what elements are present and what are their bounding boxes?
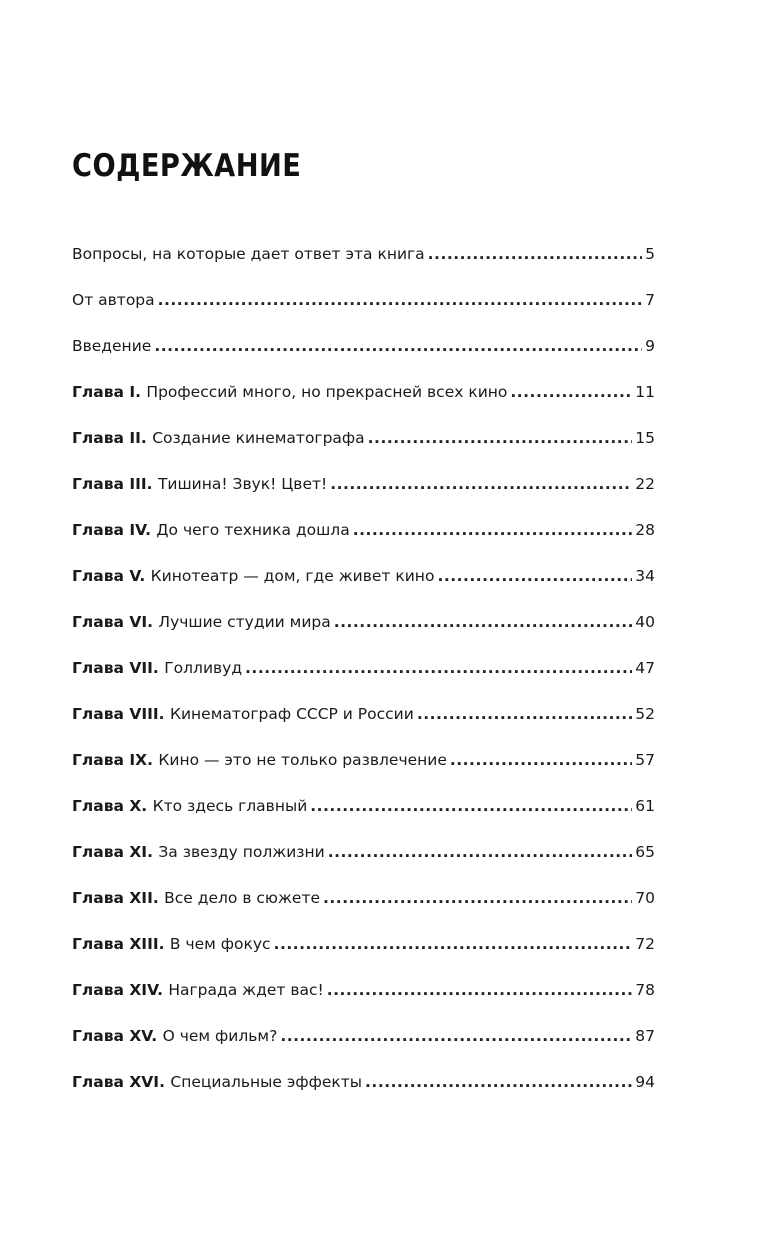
dot-leader [154,331,642,361]
toc-entry-text [72,791,307,821]
toc-entry[interactable] [72,285,655,331]
toc-entry-text [72,331,151,361]
dot-leader [310,791,632,821]
chapter-title: Награда ждет вас! [168,981,324,999]
chapter-title: За звезду полжизни [158,843,325,861]
page-number: 94 [635,1073,655,1091]
page-number: 47 [635,659,655,677]
toc-entry[interactable] [72,699,655,745]
chapter-title: Кинематограф СССР и России [169,705,414,723]
page-number: 52 [635,705,655,723]
toc-entry[interactable] [72,1021,655,1067]
toc-entry[interactable] [72,331,655,377]
toc-entry-text [72,423,365,453]
toc-entry-text [72,883,320,913]
chapter-title: Голливуд [164,659,243,677]
dot-leader [437,561,632,591]
dot-leader [158,285,642,315]
page-number: 22 [635,475,655,493]
dot-leader [417,699,632,729]
chapter-label: Глава XI. [72,843,153,861]
toc-entry[interactable] [72,561,655,607]
chapter-label: Глава XII. [72,889,159,907]
toc-entry[interactable] [72,975,655,1021]
table-of-contents [72,239,655,1113]
chapter-label: Глава XIII. [72,935,165,953]
toc-entry[interactable] [72,607,655,653]
page-number: 40 [635,613,655,631]
page-number: 11 [635,383,655,401]
chapter-title: От автора [72,291,155,309]
chapter-title: До чего техника дошла [156,521,350,539]
chapter-title: Кино — это не только развлечение [158,751,447,769]
chapter-label: Глава I. [72,383,142,401]
page-number: 61 [635,797,655,815]
chapter-label: Глава VI. [72,613,154,631]
chapter-title: Все дело в сюжете [164,889,321,907]
page-number: 65 [635,843,655,861]
chapter-title: Специальные эффекты [170,1073,363,1091]
toc-entry[interactable] [72,469,655,515]
page-number: 87 [635,1027,655,1045]
toc-entry-text [72,653,242,683]
toc-entry-text [72,515,350,545]
dot-leader [328,837,633,867]
toc-entry-text [72,285,155,315]
chapter-label: Глава VII. [72,659,159,677]
toc-entry[interactable] [72,1067,655,1113]
dot-leader [323,883,632,913]
page-number: 57 [635,751,655,769]
chapter-label: Глава XV. [72,1027,158,1045]
chapter-label: Глава III. [72,475,153,493]
page-number: 5 [645,245,655,263]
dot-leader [327,975,633,1005]
chapter-label: Глава II. [72,429,147,447]
toc-entry-text [72,1067,362,1097]
page-number: 70 [635,889,655,907]
toc-entry[interactable] [72,239,655,285]
chapter-title: Тишина! Звук! Цвет! [157,475,328,493]
chapter-title: Профессий много, но прекрасней всех кино [146,383,508,401]
dot-leader [365,1067,632,1097]
toc-entry-text [72,699,414,729]
chapter-label: Глава V. [72,567,146,585]
chapter-title: Кинотеатр — дом, где живет кино [150,567,435,585]
chapter-title: О чем фильм? [162,1027,278,1045]
chapter-title: Создание кинематографа [152,429,365,447]
chapter-label: Глава IX. [72,751,153,769]
page-number: 7 [645,291,655,309]
toc-entry-text [72,1021,277,1051]
toc-entry[interactable] [72,745,655,791]
toc-entry-text [72,837,325,867]
toc-entry[interactable] [72,791,655,837]
page-number: 9 [645,337,655,355]
toc-entry[interactable] [72,423,655,469]
toc-entry-text [72,377,507,407]
page-number: 28 [635,521,655,539]
chapter-title: Введение [72,337,152,355]
dot-leader [368,423,633,453]
toc-entry-text [72,469,327,499]
toc-entry[interactable] [72,653,655,699]
page-number: 15 [635,429,655,447]
chapter-label: Глава VIII. [72,705,165,723]
page-number: 72 [635,935,655,953]
dot-leader [353,515,633,545]
toc-entry-text [72,607,331,637]
chapter-label: Глава IV. [72,521,152,539]
dot-leader [280,1021,632,1051]
toc-entry[interactable] [72,837,655,883]
chapter-label: Глава X. [72,797,148,815]
dot-leader [330,469,632,499]
toc-entry-text [72,239,425,269]
chapter-title: Лучшие студии мира [158,613,331,631]
dot-leader [510,377,632,407]
page-number: 78 [635,981,655,999]
page-title: СОДЕРЖАНИЕ [72,148,302,184]
chapter-title: В чем фокус [169,935,271,953]
page-number: 34 [635,567,655,585]
dot-leader [274,929,633,959]
toc-entry[interactable] [72,515,655,561]
chapter-label: Глава XIV. [72,981,163,999]
dot-leader [334,607,633,637]
chapter-title: Кто здесь главный [152,797,308,815]
toc-entry[interactable] [72,377,655,423]
chapter-label: Глава XVI. [72,1073,165,1091]
dot-leader [245,653,632,683]
toc-entry-text [72,745,447,775]
toc-entry[interactable] [72,929,655,975]
toc-entry-text [72,561,434,591]
dot-leader [428,239,642,269]
toc-entry-text [72,975,324,1005]
toc-entry-text [72,929,271,959]
toc-entry[interactable] [72,883,655,929]
chapter-title: Вопросы, на которые дает ответ эта книга [72,245,425,263]
dot-leader [450,745,632,775]
